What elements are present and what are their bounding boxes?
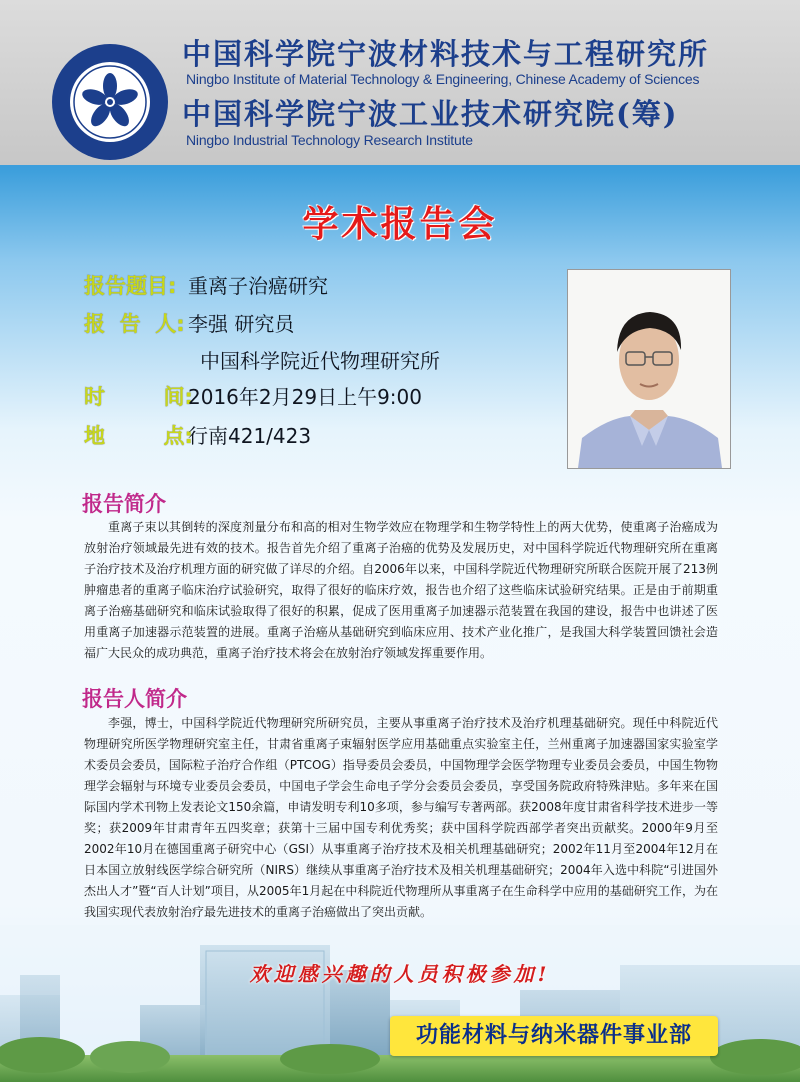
topic-value: 重离子治癌研究 (188, 274, 328, 298)
speaker-label: 报 告 人: (84, 312, 185, 336)
institute1-cn: 中国科学院宁波材料技术与工程研究所 (182, 37, 710, 71)
welcome-slogan: 欢迎感兴趣的人员积极参加! (249, 962, 551, 986)
institute2-en: Ningbo Industrial Technology Research Institute (186, 132, 473, 148)
affiliation-value: 中国科学院近代物理研究所 (200, 349, 440, 373)
time-label: 时 间: (84, 385, 193, 409)
portrait-drawing (568, 270, 730, 468)
topic-label: 报告题目: (84, 274, 177, 298)
bio-text: 李强，博士，中国科学院近代物理研究所研究员，主要从事重离子治疗技术及治疗机理基础研究。现任中科院近代物理研究所医学物理研究室主任，甘肃省重离子束辐射医学应用基础重点实验室主任，兰州重离子加速器国家实验室学术委员会委员，国际粒子治疗合作组（PTCOG）指导委员会委员，中国物理学会医学物理专业委员会委员，中国生物物理学会辐射与环境专业委员会委员，中国电子学会生命电子学分会委员会委员，享受国务院政府特殊津贴。多年来在国际国内学术刊物上发表论文150余篇，申请发明专利10多项，参与编写专著两部。获2008年度甘肃省科学技术进步一等奖；获2009年甘肃青年五四奖章；获第十三届中国专利优秀奖；获中国科学院西部学者突出贡献奖。2000年9月至2002年10月在德国重离子研究中心（GSI）从事重离子治疗技术及相关机理基础研究；2002年11月至2004年12月在日本国立放射线医学综合研究所（NIRS）继续从事重离子治疗技术及相关机理基础研究；2004年入选中科院“引进国外杰出人才”暨“百人计划”项目，从2005年1月起在中科院近代物理所从事重离子在生命科学中应用的基础研究工作，为在我国实现代表放射治疗最先进技术的重离子治癌做出了突出贡献。 (84, 716, 718, 919)
city-skyline-illustration (0, 925, 800, 1082)
header-banner (0, 0, 800, 165)
abstract-heading: 报告简介 (82, 492, 166, 516)
institute1-en: Ningbo Institute of Material Technology & Engineering, Chinese Academy of Sciences (186, 71, 700, 87)
speaker-portrait (567, 269, 731, 469)
location-label: 地 点: (84, 424, 193, 448)
abstract-text: 重离子束以其倒转的深度剂量分布和高的相对生物学效应在物理学和生物学特性上的两大优势，使重离子治癌成为放射治疗领域最先进有效的技术。报告首先介绍了重离子治癌的优势及发展历史，对中国科学院近代物理研究所在重离子治疗技术及治疗机理方面的研究做了详尽的介绍。自2006年以来，中国科学院近代物理研究所联合医院开展了213例肿瘤患者的重离子临床治疗试验研究，取得了很好的临床疗效，报告也介绍了这些临床试验研究结果。正是由于前期重离子治癌基础研究和临床试验取得了很好的积累，促成了医用重离子加速器示范装置在我国的建设，报告中也讲述了医用重离子加速器示范装置的进展。重离子治癌从基础研究到临床应用、技术产业化推广，是我国大科学装置回馈社会造福广大民众的成功典范，重离子治疗技术将会在放射治疗领域发挥重要作用。 (84, 520, 718, 660)
time-value: 2016年2月29日上午9:00 (188, 385, 422, 409)
location-value: 行南421/423 (188, 424, 312, 448)
department-badge: 功能材料与纳米器件事业部 (390, 1016, 718, 1056)
cas-logo-icon (48, 40, 172, 164)
bio-heading: 报告人简介 (82, 687, 187, 711)
speaker-value: 李强 研究员 (188, 312, 295, 336)
poster-title: 学术报告会 (302, 203, 498, 245)
institute2-cn: 中国科学院宁波工业技术研究院(筹) (182, 97, 679, 131)
